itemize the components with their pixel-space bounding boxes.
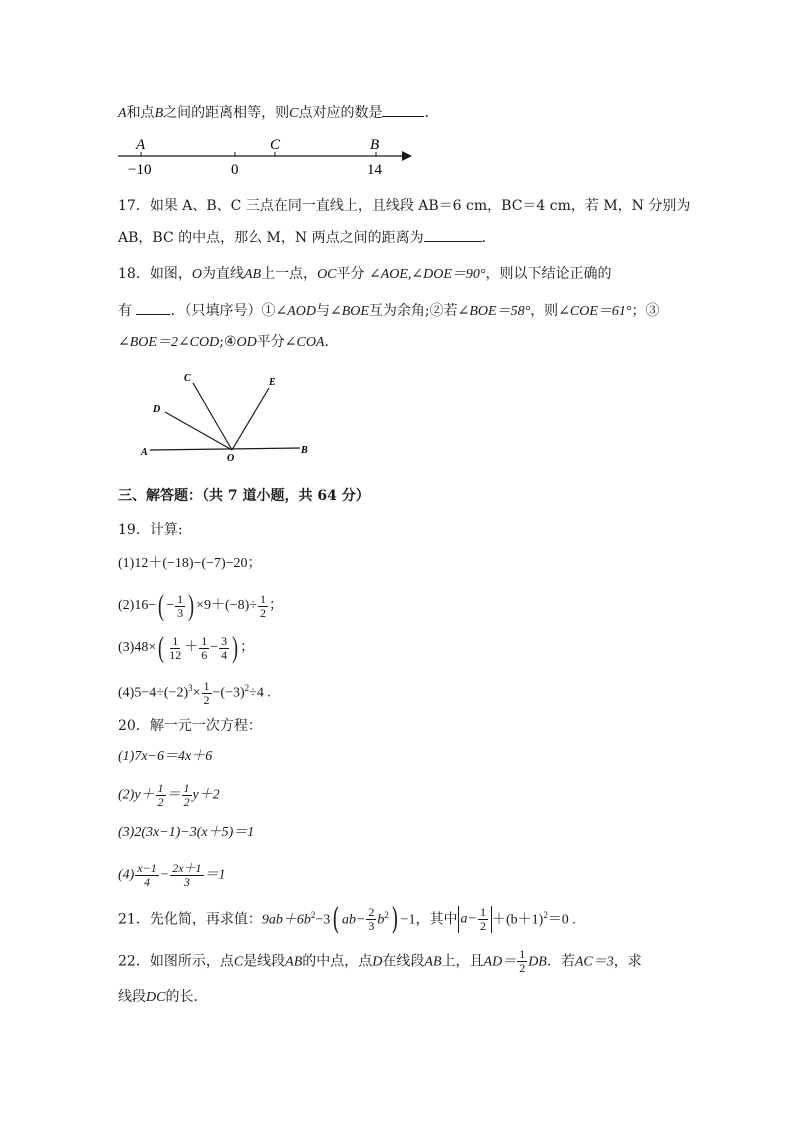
numerator: 1	[259, 591, 266, 606]
q20-part4	[118, 862, 226, 889]
q19-title: 19．计算:	[118, 522, 183, 538]
angle-coa: ∠COA	[284, 335, 325, 350]
value-minus-ten: −10	[128, 162, 152, 178]
numerator: 1	[519, 947, 526, 961]
expr-text: b	[377, 912, 385, 928]
q20-part1: (1)7x−6＝4x＋6	[118, 749, 213, 764]
value-fourteen: 14	[367, 162, 382, 178]
q18-text: 平分	[256, 334, 285, 350]
q18-text: 若	[443, 303, 458, 319]
denominator: 3	[368, 919, 375, 934]
ray-oc	[193, 383, 232, 450]
q22-text: ，求	[613, 953, 642, 970]
q18-text: 平分	[336, 266, 365, 282]
numerator: 1	[479, 905, 486, 920]
q18-text: 为直线	[201, 266, 244, 282]
q16-text: 之间的距离相等，则	[163, 105, 290, 121]
denominator: 2	[259, 605, 266, 620]
fraction	[517, 948, 527, 975]
answer-blank	[136, 314, 170, 315]
q19-part1: (1)12＋(−18)−(−7)−20；	[118, 556, 262, 571]
label-b: B	[370, 137, 380, 153]
point-c: C	[233, 954, 244, 970]
denominator: 4	[144, 875, 151, 889]
expr-text: ；	[240, 640, 255, 656]
period: ．	[324, 334, 339, 350]
q18-text: ;	[219, 334, 224, 350]
expr-text: ×9＋(−8)÷	[196, 598, 257, 614]
period: .	[481, 230, 487, 246]
choice-3-marker: ；③	[631, 303, 660, 319]
exponent: 2	[244, 683, 250, 693]
angle-boe: ∠BOE	[329, 304, 369, 319]
q18-text: 上一点，	[261, 266, 318, 282]
left-paren: (	[158, 589, 165, 622]
ray-od: OD	[236, 335, 257, 350]
denominator: 12	[169, 647, 182, 662]
exponent: 2	[543, 910, 548, 920]
q16-text: 点对应的数是	[298, 105, 383, 121]
point-o: O	[191, 267, 202, 282]
q18-line3	[118, 331, 338, 354]
numerator: x−1	[137, 861, 157, 875]
angle-relation: ∠BOE＝2∠COD	[118, 335, 220, 350]
expr-text: ab−	[341, 912, 366, 928]
point-a: A	[118, 106, 127, 121]
label-c: C	[184, 373, 191, 384]
numerator: 2x＋1	[172, 861, 202, 875]
q22-text: 上，且	[441, 953, 484, 970]
fraction	[167, 635, 183, 662]
denominator: 6	[201, 647, 208, 662]
expr-text: (2)y＋	[118, 787, 155, 803]
denominator: 2	[203, 692, 210, 707]
q22-text: 的中点，点	[302, 953, 373, 970]
fraction	[478, 906, 488, 933]
numerator: 1	[201, 633, 208, 648]
label-b: B	[301, 445, 308, 456]
fraction	[199, 635, 209, 662]
numerator: 1	[203, 678, 210, 693]
expr-text: −3	[315, 912, 331, 928]
ray-oe	[232, 388, 269, 450]
q20-part2	[118, 782, 220, 809]
operator: ＋	[184, 640, 199, 656]
expr-text: (4)5−4÷(−2)	[118, 685, 189, 701]
label-a: A	[141, 447, 148, 458]
label-o: O	[227, 453, 235, 464]
q16-tail	[118, 102, 438, 125]
minus-sign: −	[166, 598, 175, 614]
line-ab	[150, 448, 300, 450]
q18-text: 有	[118, 303, 132, 319]
expr-text: ＋(b＋1)	[491, 912, 544, 928]
point-b: B	[154, 106, 164, 121]
numerator: 1	[157, 781, 164, 795]
expr-text: −(−3)	[212, 685, 245, 701]
q19-part2	[118, 591, 283, 621]
numerator: 2	[368, 905, 375, 920]
fraction	[202, 680, 212, 707]
fraction	[175, 593, 185, 620]
q21-text: 21．先化简，再求值：	[118, 911, 262, 928]
q18-line2	[118, 300, 660, 323]
q19-part4	[118, 677, 271, 707]
right-paren: )	[391, 901, 399, 937]
exponent: 2	[384, 910, 389, 920]
q22-text: 22．如图所示，点	[118, 953, 234, 970]
expr-text: ；	[268, 598, 283, 614]
absolute-value	[458, 906, 492, 933]
angle-coe-value: ∠COE＝61°	[558, 304, 632, 319]
numerator: 1	[183, 781, 190, 795]
exponent: 3	[188, 683, 193, 693]
angle-aod: ∠AOD	[275, 304, 316, 319]
denominator: 2	[519, 961, 526, 975]
denominator: 2	[479, 919, 486, 934]
arrow-head-icon	[402, 151, 412, 161]
operator: −	[159, 867, 170, 883]
expr-text: AC＝3	[574, 954, 614, 970]
denominator: 3	[183, 875, 190, 889]
period: ．	[424, 105, 439, 121]
fraction	[156, 782, 166, 809]
choice-4-marker: ④	[223, 334, 237, 350]
line-ab: AB	[243, 267, 262, 282]
exponent: 2	[310, 910, 316, 920]
numerator: 1	[172, 633, 179, 648]
fraction	[258, 593, 268, 620]
expr-text: y＋2	[192, 787, 220, 803]
label-e: E	[269, 377, 276, 388]
q22-text: 线段	[118, 989, 146, 1005]
operator: −	[210, 640, 219, 656]
q18-text: ，则	[530, 303, 559, 319]
fraction	[170, 862, 203, 889]
number-line-figure	[112, 132, 412, 180]
q18-line1	[118, 263, 612, 286]
choice-1-marker: ①	[261, 303, 276, 319]
point-c: C	[289, 106, 299, 121]
label-c: C	[270, 137, 281, 153]
expr-text: −1	[400, 912, 416, 928]
answer-blank	[424, 241, 482, 242]
point-d: D	[372, 954, 383, 970]
q16-text: 和点	[126, 105, 155, 121]
q21-text: ，其中	[415, 911, 458, 928]
fraction	[219, 635, 229, 662]
value-zero: 0	[231, 162, 239, 178]
q18-text: ，则以下结论正确的	[485, 266, 612, 282]
angle-condition: ∠AOE,∠DOE＝90°	[368, 267, 486, 282]
section-heading: 三、解答题：（共 7 道小题，共 64 分）	[118, 488, 370, 504]
q18-text: 与	[315, 303, 330, 319]
q17-line2	[118, 227, 486, 249]
denominator: 3	[177, 605, 184, 620]
choice-2-marker: ②	[429, 303, 444, 319]
segment-dc: DC	[146, 990, 166, 1005]
q22-line2	[118, 986, 207, 1009]
fraction	[135, 862, 158, 889]
denominator: 2	[183, 795, 190, 809]
q18-text: 互为余角;	[368, 303, 430, 319]
label-a: A	[136, 137, 146, 153]
denominator: 4	[221, 647, 228, 662]
left-paren: (	[332, 901, 340, 937]
q22-line1	[118, 948, 642, 975]
ray-oc: OC	[317, 267, 337, 282]
q20-part3: (3)2(3x−1)−3(x＋5)＝1	[118, 825, 255, 840]
expr-text: (2)16−	[118, 598, 157, 614]
q22-text: 是线段	[243, 953, 286, 970]
expr-text: (4)	[118, 867, 135, 883]
q22-text: 在线段	[382, 953, 425, 970]
angle-boe-value: ∠BOE＝58°	[457, 304, 531, 319]
expr-text: a−	[460, 911, 477, 927]
right-paren: )	[188, 589, 195, 622]
numerator: 3	[221, 633, 228, 648]
q19-part3	[118, 633, 254, 663]
expr-text: AD＝	[483, 954, 517, 970]
q18-text: 18．如图，	[118, 266, 192, 282]
q20-title: 20．解一元一次方程：	[118, 718, 262, 734]
segment-ab: AB	[285, 954, 303, 970]
answer-blank	[382, 116, 424, 117]
q21-line	[118, 901, 576, 937]
segment-ab: AB	[424, 954, 442, 970]
angle-figure	[138, 366, 328, 466]
q17-text: AB，BC 的中点，那么 M，N 两点之间的距离为	[118, 230, 424, 246]
numerator: 1	[177, 591, 184, 606]
right-paren: )	[232, 631, 239, 664]
equals-sign: ＝	[166, 787, 181, 803]
label-d: D	[153, 404, 161, 415]
left-paren: (	[158, 631, 165, 664]
fraction	[366, 906, 376, 933]
expr-text: ＝1	[204, 867, 226, 883]
expr-text: ＝0 .	[547, 912, 576, 928]
q22-text: ．若	[546, 953, 575, 970]
denominator: 2	[157, 795, 164, 809]
q18-text: ．（只填序号）	[170, 303, 262, 319]
q17-line1: 17．如果 A、B、C 三点在同一直线上，且线段 AB＝6 cm，BC＝4 cm，若 M，N 分别为	[118, 198, 691, 214]
expr-text: ÷4 .	[249, 685, 271, 701]
q22-text: 的长．	[165, 989, 208, 1005]
fraction	[182, 782, 192, 809]
ray-od	[165, 412, 232, 450]
operator: ×	[192, 685, 201, 701]
expr-text: 9ab＋6b	[261, 912, 311, 928]
expr-text: DB	[528, 954, 547, 970]
expr-text: (3)48×	[118, 640, 157, 656]
